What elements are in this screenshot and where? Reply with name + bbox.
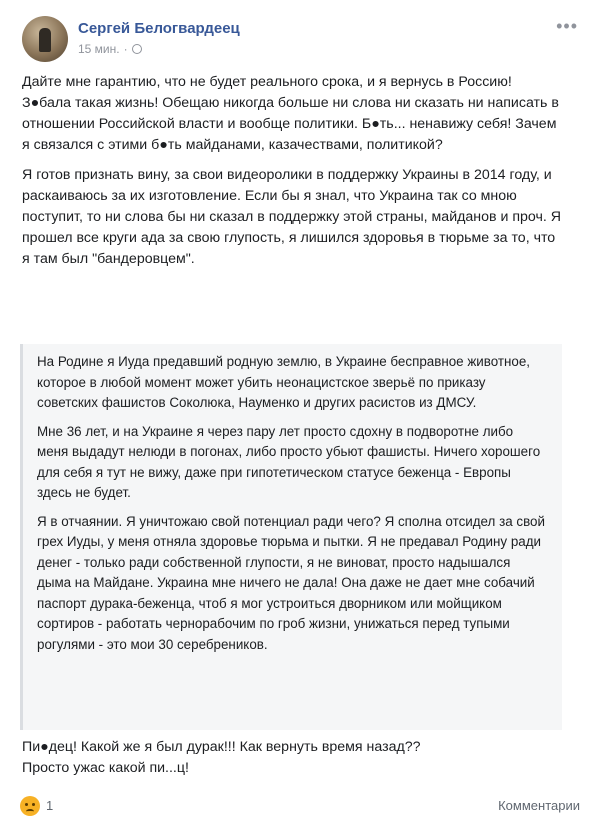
more-options-icon[interactable]: •••	[556, 16, 578, 36]
post-paragraph: Я готов признать вину, за свои видеоролики в поддержку Украины в 2014 году, и раскаиваюсь за их изготовление. Если бы я знал, что Украина так со мною поступит, то ни слова бы ни сказал в поддержку этой страны, майданов и проч. Я прошел все круги ада за свою глупость, я лишился здоровья в тюрьме за то, что я там был "бандеровцем".	[22, 167, 562, 267]
post-footer	[20, 796, 580, 820]
avatar[interactable]	[22, 16, 68, 62]
post-text	[22, 72, 562, 279]
quote-paragraph: Мне 36 лет, и на Украине я через пару лет просто сдохну в подворотне либо меня выдадут нелюди в погонах, либо просто убьют фашисты. Ничего хорошего для себя я тут не вижу, даже при гипотетическом статусе беженца - Европы здесь не будет.	[37, 423, 541, 500]
quote-paragraph: Я в отчаянии. Я уничтожаю свой потенциал ради чего? Я сполна отсидел за свой грех Иуды, у меня отняла здоровье тюрьма и пытки. Я не предавал Родину ради денег - только ради собственной глупости, я не виноват, просто надышался дыма на Майдане. Украина мне ничего не дала! Она даже не дает мне собачий паспорт дурака-беженца, чтоб я мог устроиться дворником или мойщиком сортиров - работать чернорабочим по гроб жизни, унижаться перед тупыми рогулями - это мои 30 серебреников.	[37, 513, 545, 652]
quote-paragraph: На Родине я Иуда предавший родную землю, в Украине бесправное животное, которое в любой момент может убить неонацистское зверьё по приказу советских фашистов Соколюка, Науменко и других расистов из ДМСУ.	[37, 354, 531, 410]
author-name[interactable]: Сергей Белогвардеец	[78, 20, 240, 37]
post-paragraph: Дайте мне гарантию, что не будет реального срока, и я вернусь в Россию! З●бала такая жизнь! Обещаю никогда больше ни слова ни сказать ни написать в отношении Российской власти и вообще политики. Б●ть... ненавижу себя! Зачем я связался с этими б●ть майданами, казачествами, политикой?	[22, 74, 559, 153]
avatar-figure	[39, 28, 51, 52]
dot-separator: ·	[123, 42, 128, 56]
ending-line: Пи●дец! Какой же я был дурак!!! Как вернуть время назад??	[22, 739, 421, 755]
comments-link[interactable]: Комментарии	[498, 798, 580, 813]
ending-line: Просто ужас какой пи...ц!	[22, 760, 189, 776]
post-ending	[22, 737, 562, 779]
post-time[interactable]: 15 мин.	[78, 42, 120, 56]
post-meta	[78, 42, 142, 56]
quoted-text	[20, 344, 562, 730]
reaction-count[interactable]: 1	[46, 798, 54, 813]
sad-reaction-icon[interactable]	[20, 796, 40, 816]
globe-icon[interactable]	[132, 44, 142, 54]
